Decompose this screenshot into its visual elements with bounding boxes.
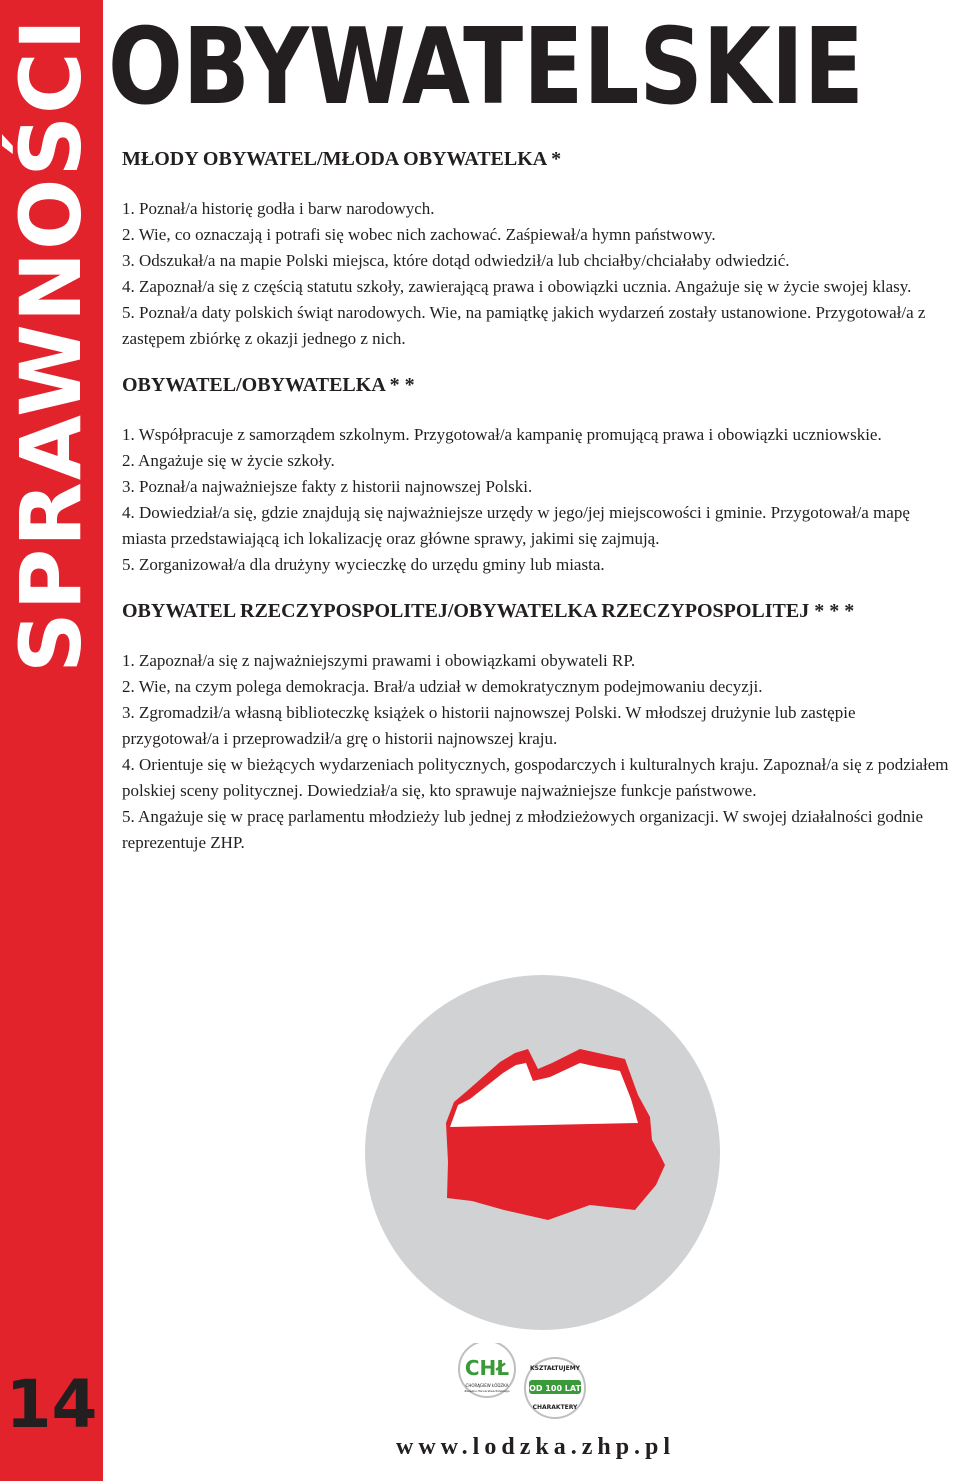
list-item: 4. Orientuje się w bieżących wydarzeniach politycznych, gospodarczych i kulturalnych kraju. Zapoznał/a się z podziałem polskiej sceny politycznej. Dowiedział/a się, kto sprawuje najważniejsze funkcje państwowe. (122, 755, 949, 800)
website-link[interactable]: www.lodzka.zhp.pl (396, 1434, 676, 1460)
page-title: OBYWATELSKIE (108, 4, 864, 128)
section-obywatel (122, 372, 950, 578)
page-number: 14 (5, 1366, 98, 1443)
side-title: SPRAWNOŚCI (2, 17, 100, 673)
list-item: 4. Dowiedział/a się, gdzie znajdują się najważniejsze urzędy w jego/jej miejscowości i gminie. Przygotował/a mapę miasta przedstawiającą ich lokalizację oraz główne sprawy, jakimi się zajmują. (122, 503, 910, 548)
content (122, 146, 950, 876)
chl-logo-icon (459, 1343, 515, 1397)
list-item: 5. Angażuje się w pracę parlamentu młodzieży lub jednej z młodzieżowych organizacji. W swojej działalności godnie reprezentuje ZHP. (122, 807, 924, 852)
list-item: 2. Wie, co oznaczają i potrafi się wobec nich zachować. Zaśpiewał/a hymn państwowy. (122, 225, 716, 244)
badge-bottom-text: CHARAKTERY (532, 1404, 578, 1411)
list-item: 5. Zorganizował/a dla drużyny wycieczkę do urzędu gminy lub miasta. (122, 555, 605, 574)
zhp-logos (455, 1343, 595, 1433)
requirements-list (122, 648, 950, 856)
list-item: 4. Zapoznał/a się z częścią statutu szkoły, zawierającą prawa i obowiązki ucznia. Angażuje się w życie swojej klasy. (122, 277, 912, 296)
list-item: 3. Zgromadził/a własną biblioteczkę książek o historii najnowszej Polski. W młodszej drużynie lub zastępie przygotował/a i przeprowadził/a grę o historii najnowszej kraju. (122, 703, 856, 748)
hundred-years-badge-icon (525, 1358, 585, 1418)
list-item: 1. Współpracuje z samorządem szkolnym. Przygotował/a kampanię promującą prawa i obowiązki uczniowskie. (122, 425, 882, 444)
list-item: 3. Odszukał/a na mapie Polski miejsca, które dotąd odwiedził/a lub chciałby/chciałaby odwiedzić. (122, 251, 790, 270)
requirements-list (122, 196, 950, 352)
list-item: 1. Zapoznał/a się z najważniejszymi prawami i obowiązkami obywateli RP. (122, 651, 636, 670)
badge-top-text: KSZTAŁTUJEMY (529, 1365, 581, 1372)
chl-sub2: Związku Harcerstwa Polskiego (464, 1389, 510, 1393)
list-item: 2. Wie, na czym polega demokracja. Brał/a udział w demokratycznym podejmowaniu decyzji. (122, 677, 763, 696)
chl-sub1: CHORĄGIEW ŁÓDZKA (465, 1383, 509, 1388)
poland-map-icon (420, 1005, 680, 1255)
section-heading: OBYWATEL RZECZYPOSPOLITEJ/OBYWATELKA RZECZYPOSPOLITEJ * * * (122, 600, 855, 622)
list-item: 5. Poznał/a daty polskich świąt narodowych. Wie, na pamiątkę jakich wydarzeń zostały ustanowione. Przygotował/a z zastępem zbiórkę z okazji jednego z nich. (122, 303, 926, 348)
chl-text: CHŁ (464, 1356, 510, 1380)
section-mlody (122, 146, 950, 352)
requirements-list (122, 422, 950, 578)
list-item: 3. Poznał/a najważniejsze fakty z historii najnowszej Polski. (122, 477, 533, 496)
list-item: 1. Poznał/a historię godła i barw narodowych. (122, 199, 435, 218)
list-item: 2. Angażuje się w życie szkoły. (122, 451, 335, 470)
section-heading: MŁODY OBYWATEL/MŁODA OBYWATELKA * (122, 148, 562, 170)
badge-mid-text: OD 100 LAT (529, 1384, 581, 1393)
section-heading: OBYWATEL/OBYWATELKA * * (122, 374, 415, 396)
section-obywatel-rp (122, 598, 950, 856)
